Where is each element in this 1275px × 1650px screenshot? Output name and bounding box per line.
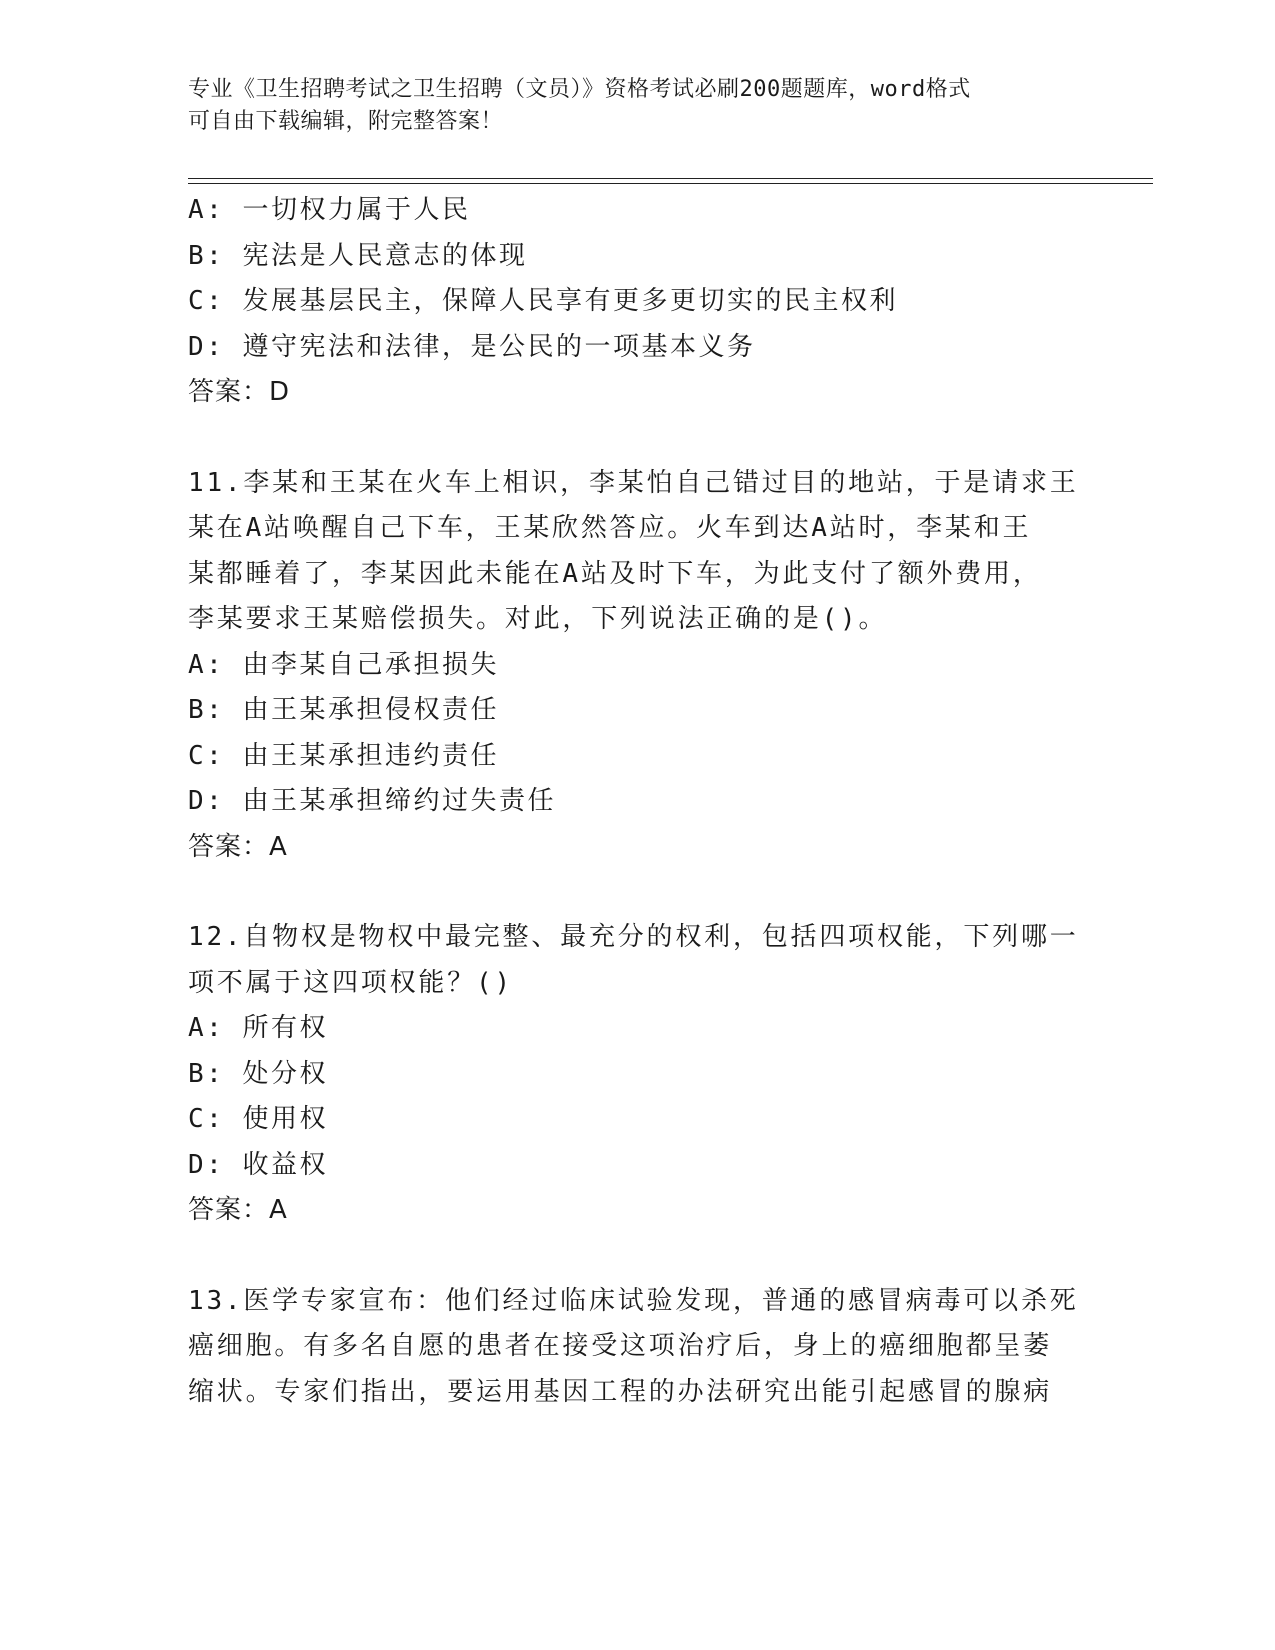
spacer <box>188 416 1088 461</box>
question-13-block <box>188 1279 1088 1416</box>
spacer <box>188 870 1088 915</box>
stem-line: 癌细胞。有多名自愿的患者在接受这项治疗后，身上的癌细胞都呈萎 <box>188 1331 1053 1361</box>
prev-question-block <box>188 188 1088 416</box>
stem-line: 13.医学专家宣布：他们经过临床试验发现，普通的感冒病毒可以杀死 <box>188 1285 1079 1316</box>
option-d: D: 由王某承担缔约过失责任 <box>188 786 556 816</box>
header-divider-bottom <box>188 183 1153 184</box>
stem-line: 12.自物权是物权中最完整、最充分的权利，包括四项权能，下列哪一 <box>188 922 1079 952</box>
option-b: B: 由王某承担侵权责任 <box>188 695 499 725</box>
header-title-line-2: 可自由下载编辑，附完整答案！ <box>188 109 504 134</box>
option-a: A: 所有权 <box>188 1013 328 1043</box>
spacer <box>188 1234 1088 1279</box>
stem-line: 李某要求王某赔偿损失。对此，下列说法正确的是()。 <box>188 604 888 634</box>
header-title-line-1: 专业《卫生招聘考试之卫生招聘（文员）》资格考试必刷200题题库，word格式 <box>188 77 971 102</box>
answer-line: 答案：D <box>188 377 291 407</box>
option-d: D: 收益权 <box>188 1149 328 1180</box>
question-content <box>188 188 1088 1415</box>
stem-line: 缩状。专家们指出，要运用基因工程的办法研究出能引起感冒的腺病 <box>188 1376 1053 1407</box>
question-12-block <box>188 915 1088 1234</box>
question-stem <box>188 915 1088 1006</box>
document-header <box>188 74 1088 138</box>
question-11-block <box>188 461 1088 871</box>
option-c: C: 发展基层民主，保障人民享有更多更切实的民主权利 <box>188 286 898 316</box>
stem-line: 11.李某和王某在火车上相识，李某怕自己错过目的地站，于是请求王 <box>188 467 1079 498</box>
answer-line: 答案：A <box>188 831 288 862</box>
option-b: B: 宪法是人民意志的体现 <box>188 240 528 271</box>
answer-line: 答案：A <box>188 1195 288 1225</box>
header-divider-top <box>188 178 1153 179</box>
question-stem <box>188 461 1088 643</box>
option-c: C: 使用权 <box>188 1104 328 1134</box>
option-b: B: 处分权 <box>188 1058 328 1089</box>
option-d: D: 遵守宪法和法律，是公民的一项基本义务 <box>188 331 756 362</box>
stem-line: 某在A站唤醒自己下车，王某欣然答应。火车到达A站时，李某和王 <box>188 513 1032 543</box>
stem-line: 某都睡着了，李某因此未能在A站及时下车，为此支付了额外费用， <box>188 558 1042 589</box>
stem-line: 项不属于这四项权能？() <box>188 967 513 998</box>
option-c: C: 由王某承担违约责任 <box>188 740 499 771</box>
option-a: A: 一切权力属于人民 <box>188 195 471 225</box>
option-a: A: 由李某自己承担损失 <box>188 649 499 680</box>
question-stem <box>188 1279 1088 1416</box>
